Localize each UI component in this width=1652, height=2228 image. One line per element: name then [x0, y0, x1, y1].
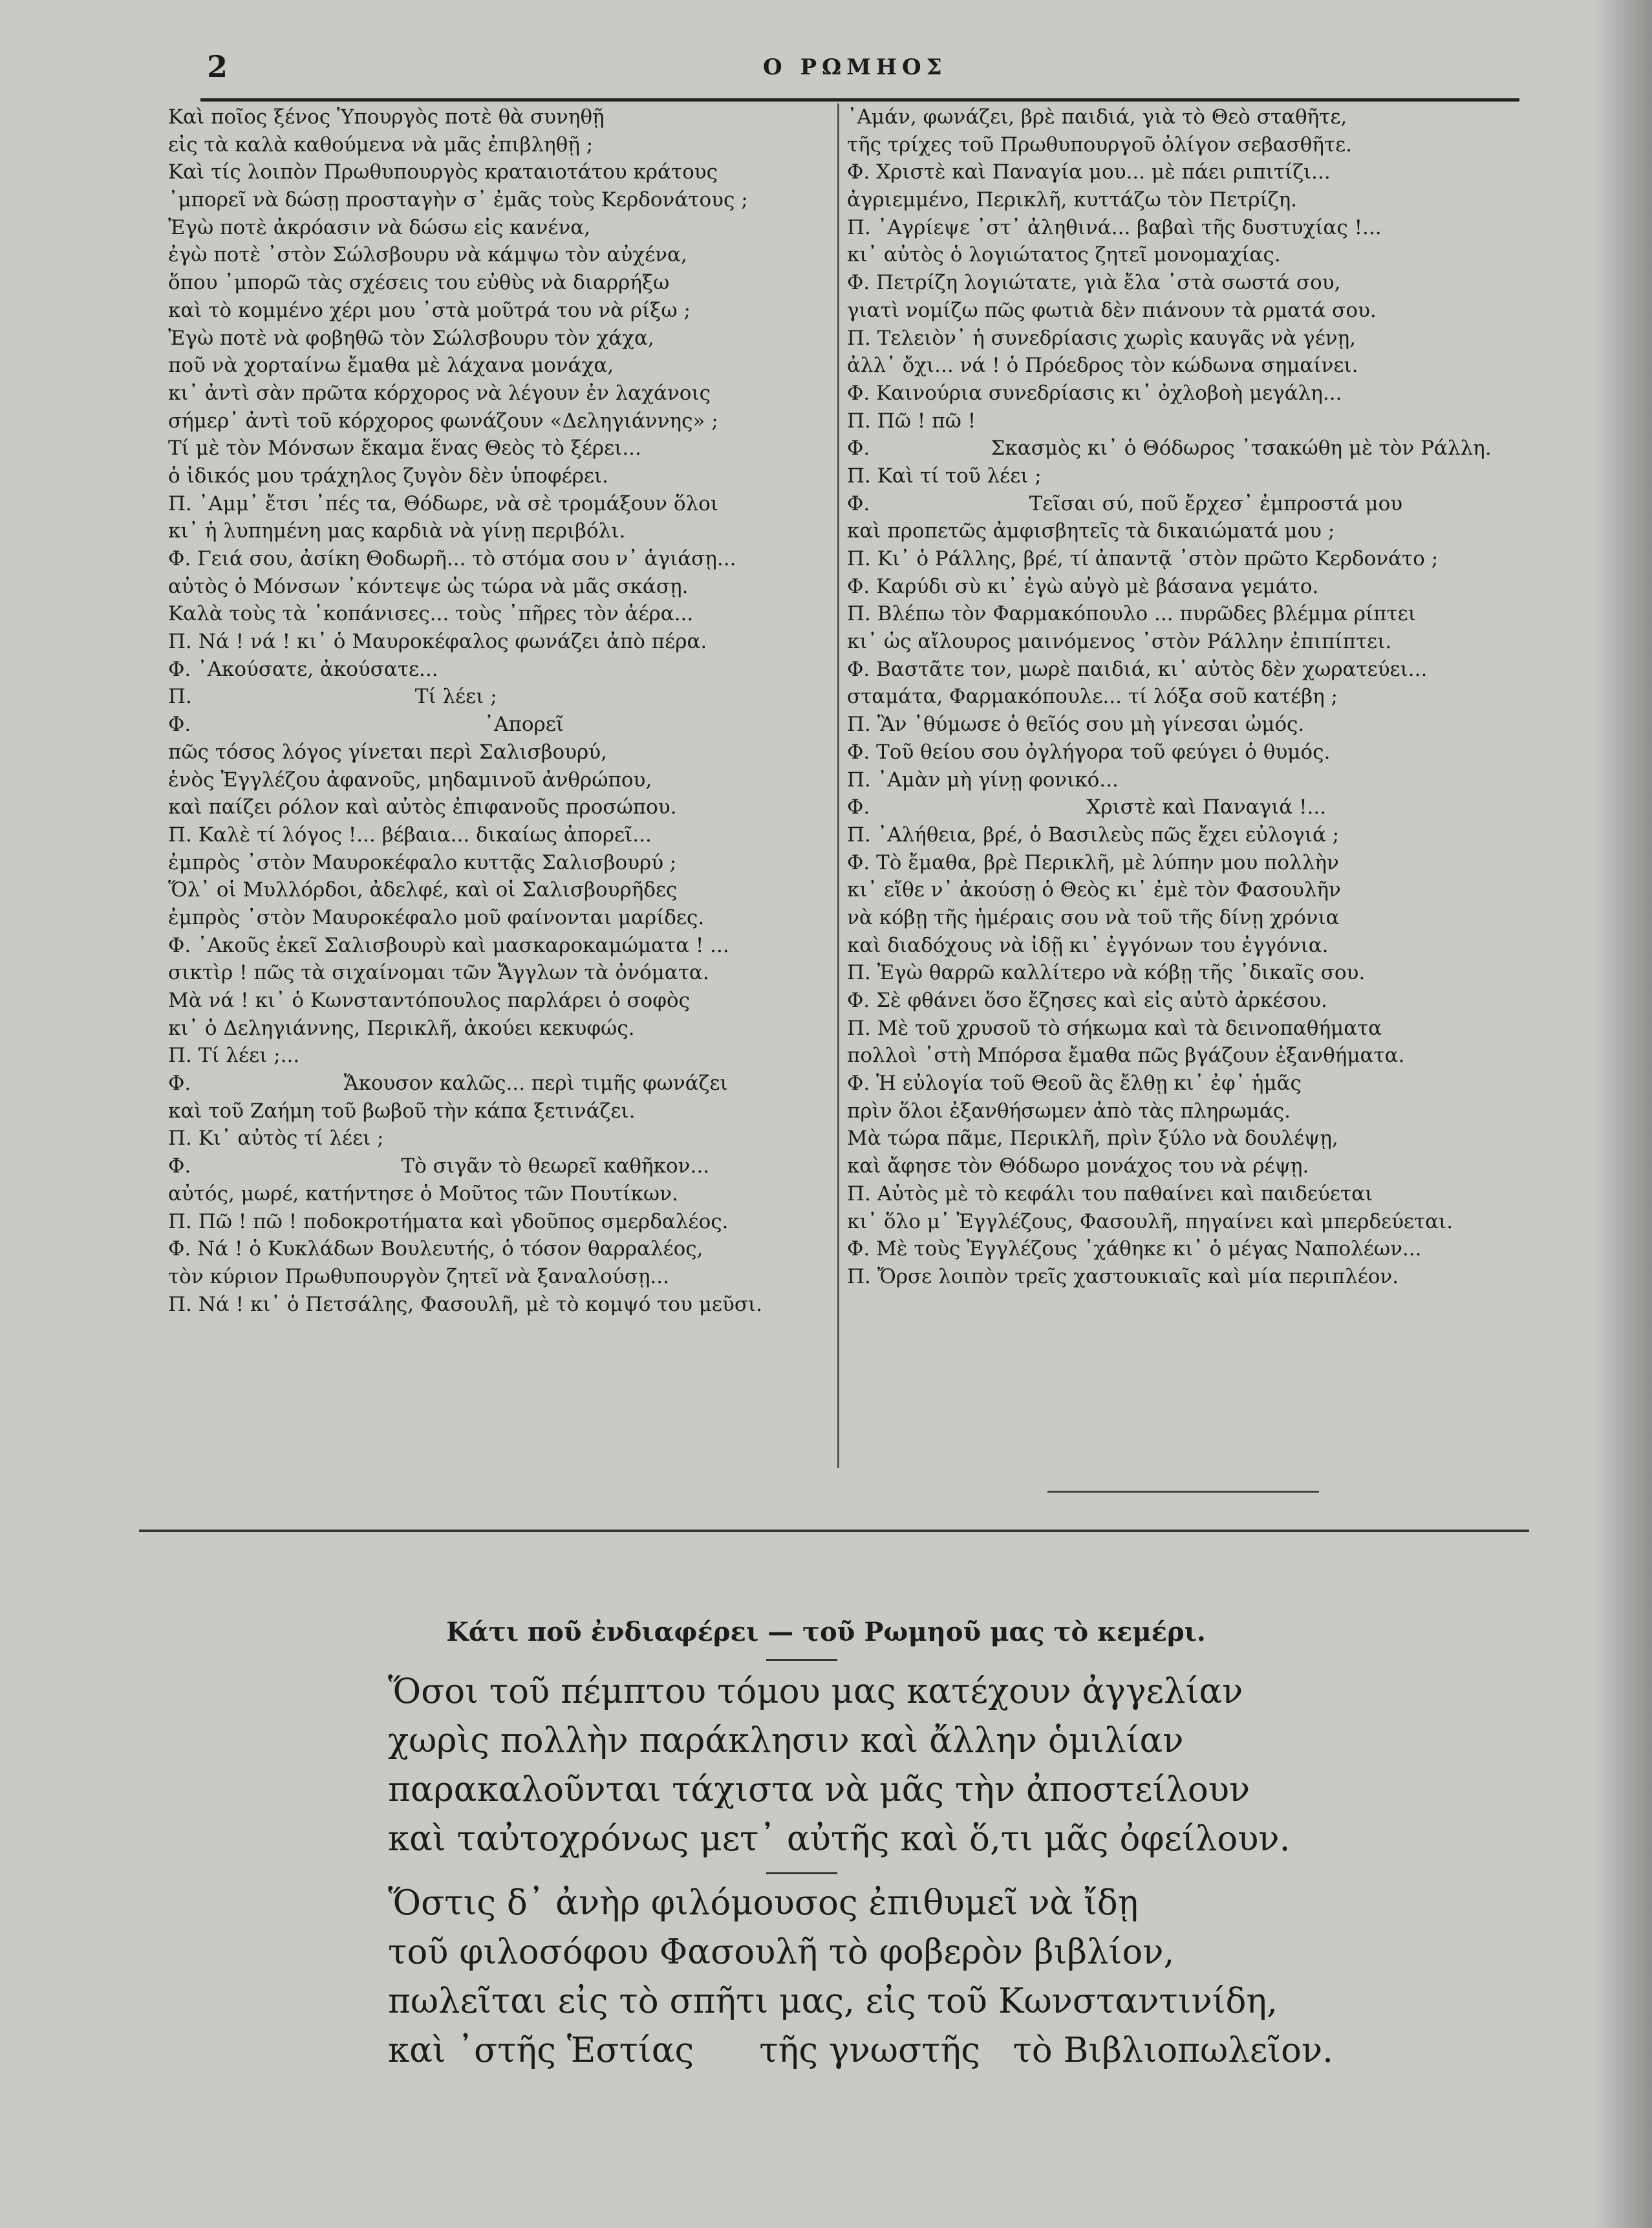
verse-line: πρὶν ὅλοι ἐξανθήσωμεν ἀπὸ τὰς πληρωμάς. [847, 1099, 1291, 1123]
verse-line: κι᾿ ὁ Δεληγιάννης, Περικλῆ, ἀκούει κεκυφώς. [168, 1016, 635, 1040]
verse-line: Π. Πῶ ! πῶ ! [847, 409, 976, 433]
verse-line: καὶ τοῦ Ζαήμη τοῦ βωβοῦ τὴν κάπα ξετινάζει. [168, 1099, 636, 1123]
verse-line: Π. Καὶ τί τοῦ λέει ; [847, 464, 1042, 488]
verse-line: Π. Ἐγὼ θαρρῶ καλλίτερο νὰ κόβῃ τῆς ᾿δικαῖς σου. [847, 961, 1366, 985]
verse-line: σταμάτα, Φαρμακόπουλε... τί λόξα σοῦ κατέβη ; [847, 685, 1338, 709]
verse-line: σήμερ᾿ ἀντὶ τοῦ κόρχορος φωνάζουν «Δεληγιάννης» ; [168, 409, 718, 433]
verse-line: Π. Τελειὸν᾿ ἡ συνεδρίασις χωρὶς καυγᾶς νὰ γένῃ, [847, 326, 1357, 350]
notice-line: παρακαλοῦνται τάχιστα νὰ μᾶς τὴν ἀποστείλουν [388, 1770, 1250, 1810]
page-header [194, 45, 1519, 97]
verse-line: Καὶ τίς λοιπὸν Πρωθυπουργὸς κραταιοτάτου κράτους [168, 160, 718, 184]
verse-line: τῆς τρίχες τοῦ Πρωθυπουργοῦ ὀλίγον σεβασθῆτε. [847, 133, 1352, 157]
notice-line: Ὅσοι τοῦ πέμπτου τόμου μας κατέχουν ἀγγελίαν [388, 1672, 1243, 1711]
verse-line: ἀγριεμμένο, Περικλῆ, κυττάζω τὸν Πετρίζη. [847, 188, 1298, 212]
verse-line: ἐμπρὸς ᾿στὸν Μαυροκέφαλο μοῦ φαίνονται μαρίδες. [168, 905, 705, 929]
verse-line: Π. Ὄρσε λοιπὸν τρεῖς χαστουκιαῖς καὶ μία περιπλέον. [847, 1264, 1399, 1288]
notice-line: καὶ ταὐτοχρόνως μετ᾿ αὐτῆς καὶ ὅ,τι μᾶς ὀφείλουν. [388, 1819, 1291, 1859]
verse-line: ἑνὸς Ἐγγλέζου ἀφανοῦς, μηδαμινοῦ ἀνθρώπου, [168, 768, 652, 792]
header-rule [200, 98, 1519, 102]
verse-line: Π. Νά ! νά ! κι᾿ ὁ Μαυροκέφαλος φωνάζει ἀπὸ πέρα. [168, 630, 707, 654]
notice-line: χωρὶς πολλὴν παράκλησιν καὶ ἄλλην ὁμιλίαν [388, 1721, 1184, 1760]
right-column [847, 103, 1526, 1291]
notice-line: τοῦ φιλοσόφου Φασουλῆ τὸ φοβερὸν βιβλίον, [388, 1932, 1175, 1972]
verse-line: γιατὶ νομίζω πῶς φωτιὰ δὲν πιάνουν τὰ ρματά σου. [847, 298, 1377, 322]
verse-line: Π. Ἂν ᾿θύμωσε ὁ θεῖός σου μὴ γίνεσαι ὠμός. [847, 713, 1305, 737]
verse-line: Π. ᾿Αλήθεια, βρέ, ὁ Βασιλεὺς πῶς ἔχει εὐλογιά ; [847, 823, 1340, 847]
verse-line: καὶ προπετῶς ἀμφισβητεῖς τὰ δικαιώματά μου ; [847, 519, 1335, 543]
verse-line: ᾿μπορεῖ νὰ δώσῃ προσταγὴν σ᾿ ἐμᾶς τοὺς Κερδονάτους ; [168, 188, 748, 212]
notice-separator [766, 1659, 837, 1661]
verse-line: Π. Τί λέει ; [168, 685, 497, 709]
verse-line: Φ. Τοῦ θείου σου ὀγλήγορα τοῦ φεύγει ὁ θυμός. [847, 740, 1331, 764]
verse-line: Φ. ᾿Ακοῦς ἐκεῖ Σαλισβουρὺ καὶ μασκαροκαμώματα ! ... [168, 933, 729, 957]
verse-line: κι᾿ ὡς αἴλουρος μαινόμενος ᾿στὸν Ράλλην ἐπιπίπτει. [847, 630, 1392, 654]
notice-title: Κάτι ποῦ ἐνδιαφέρει — τοῦ Ρωμηοῦ μας τὸ κεμέρι. [446, 1617, 1206, 1647]
verse-line: Φ. Χριστὲ καὶ Παναγία μου... μὲ πάει ριπιτίζι... [847, 160, 1331, 184]
verse-line: Φ. ᾿Ακούσατε, ἀκούσατε... [168, 657, 438, 681]
verse-line: πῶς τόσος λόγος γίνεται περὶ Σαλισβουρύ, [168, 740, 607, 764]
verse-line: Φ. Καινούρια συνεδρίασις κι᾿ ὀχλοβοὴ μεγάλη... [847, 381, 1342, 405]
page-edge-shadow [1594, 0, 1652, 2228]
verse-line: τὸν κύριον Πρωθυπουργὸν ζητεῖ νὰ ξαναλούσῃ... [168, 1264, 669, 1288]
verse-line: Φ. Πετρίζη λογιώτατε, γιὰ ἔλα ᾿στὰ σωστά σου, [847, 271, 1341, 295]
notice-line: Ὅστις δ᾿ ἀνὴρ φιλόμουσος ἐπιθυμεῖ νὰ ἴδῃ [388, 1883, 1139, 1923]
verse-line: Π. Κι᾿ αὐτὸς τί λέει ; [168, 1127, 384, 1151]
verse-line: καὶ διαδόχους νὰ ἰδῇ κι᾿ ἐγγόνων του ἐγγόνια. [847, 933, 1329, 957]
verse-line: Ἐγὼ ποτὲ ἀκρόασιν νὰ δώσω εἰς κανένα, [168, 215, 591, 239]
verse-line: ᾿Αμάν, φωνάζει, βρὲ παιδιά, γιὰ τὸ Θεὸ σταθῆτε, [847, 105, 1347, 129]
verse-line: Φ. Ἄκουσον καλῶς... περὶ τιμῆς φωνάζει [168, 1072, 728, 1096]
verse-line: ὁ ἰδικός μου τράχηλος ζυγὸν δὲν ὑποφέρει. [168, 464, 608, 488]
verse-line: Ἐγὼ ποτὲ νὰ φοβηθῶ τὸν Σώλσβουρυ τὸν χάχα, [168, 326, 654, 350]
verse-line: ἐμπρὸς ᾿στὸν Μαυροκέφαλο κυττᾷς Σαλισβουρύ ; [168, 850, 677, 874]
verse-line: Μὰ νά ! κι᾿ ὁ Κωνσταντόπουλος παρλάρει ὁ σοφὸς [168, 989, 690, 1012]
verse-line: πολλοὶ ᾿στὴ Μπόρσα ἔμαθα πῶς βγάζουν ἐξανθήματα. [847, 1044, 1405, 1068]
verse-line: κι᾿ ἡ λυπημένη μας καρδιὰ νὰ γίνῃ περιβόλι. [168, 519, 626, 543]
verse-line: Π. ᾿Αγρίεψε ᾿στ᾿ ἀληθινά... βαβαὶ τῆς δυστυχίας !... [847, 215, 1382, 239]
verse-line: Π. ᾿Αμμ᾿ ἔτσι ᾿πές τα, Θόδωρε, νὰ σὲ τρομάξουν ὅλοι [168, 492, 719, 515]
verse-line: Φ. Τὸ ἔμαθα, βρὲ Περικλῆ, μὲ λύπην μου πολλὴν [847, 850, 1339, 874]
verse-line: Καλὰ τοὺς τὰ ᾿κοπάνισες... τοὺς ᾿πῆρες τὸν ἀέρα... [168, 602, 694, 626]
verse-line: νὰ κόβῃ τῆς ἡμέραις σου νὰ τοῦ τῆς δίνῃ χρόνια [847, 905, 1340, 929]
verse-line: ἀλλ᾿ ὄχι... νά ! ὁ Πρόεδρος τὸν κώδωνα σημαίνει. [847, 354, 1358, 378]
verse-line: Π. Μὲ τοῦ χρυσοῦ τὸ σήκωμα καὶ τὰ δεινοπαθήματα [847, 1016, 1382, 1040]
verse-line: Π. Νά ! κι᾿ ὁ Πετσάλης, Φασουλῆ, μὲ τὸ κομψό του μεῦσι. [168, 1292, 762, 1316]
verse-line: αὐτός, μωρέ, κατήντησε ὁ Μοῦτος τῶν Πουτίκων. [168, 1182, 678, 1206]
section-divider [139, 1530, 1529, 1532]
verse-line: Καὶ ποῖος ξένος Ὑπουργὸς ποτὲ θὰ συνηθῇ [168, 105, 605, 129]
verse-line: κι᾿ αὐτὸς ὁ λογιώτατος ζητεῖ μονομαχίας. [847, 243, 1281, 267]
verse-line: Π. ᾿Αμὰν μὴ γίνῃ φονικό... [847, 768, 1119, 792]
verse-line: Π. Πῶ ! πῶ ! ποδοκροτήματα καὶ γδοῦπος σμερδαλέος. [168, 1209, 729, 1233]
verse-line: Τί μὲ τὸν Μόνσων ἔκαμα ἕνας Θεὸς τὸ ξέρει... [168, 437, 641, 460]
page-number: 2 [207, 49, 228, 84]
verse-line: καὶ τὸ κομμένο χέρι μου ᾿στὰ μοῦτρά του νὰ ρίξω ; [168, 298, 691, 322]
verse-line: ἐγὼ ποτὲ ᾿στὸν Σώλσβουρυ νὰ κάμψω τὸν αὐχένα, [168, 243, 687, 267]
verse-line: Μὰ τώρα πᾶμε, Περικλῆ, πρὶν ξύλο νὰ δουλέψῃ, [847, 1127, 1338, 1151]
verse-line: κι᾿ εἴθε ν᾿ ἀκούσῃ ὁ Θεὸς κι᾿ ἐμὲ τὸν Φασουλῆν [847, 878, 1341, 902]
notice-stanza-2 [388, 1879, 1358, 2075]
verse-line: Ὅλ᾿ οἱ Μυλλόρδοι, ἀδελφέ, καὶ οἱ Σαλισβουρῆδες [168, 878, 678, 902]
verse-line: Φ. Σὲ φθάνει ὅσο ἔζησες καὶ εἰς αὐτὸ ἀρκέσου. [847, 989, 1327, 1012]
verse-line: Φ. Νά ! ὁ Κυκλάδων Βουλευτής, ὁ τόσον θαρραλέος, [168, 1237, 703, 1261]
verse-line: Φ. Μὲ τοὺς Ἐγγλέζους ᾿χάθηκε κι᾿ ὁ μέγας Ναπολέων... [847, 1237, 1422, 1261]
verse-line: καὶ παίζει ρόλον καὶ αὐτὸς ἐπιφανοῦς προσώπου. [168, 795, 677, 819]
verse-line: εἰς τὰ καλὰ καθούμενα νὰ μᾶς ἐπιβληθῇ ; [168, 133, 594, 157]
verse-line: κι᾿ ἀντὶ σὰν πρῶτα κόρχορος νὰ λέγουν ἐν λαχάνοις [168, 381, 711, 405]
verse-line: Φ. Τεῖσαι σύ, ποῦ ἔρχεσ᾿ ἐμπροστά μου [847, 492, 1403, 515]
verse-line: σικτὶρ ! πῶς τὰ σιχαίνομαι τῶν Ἄγγλων τὰ ὀνόματα. [168, 961, 709, 985]
verse-line: Φ. Τὸ σιγᾶν τὸ θεωρεῖ καθῆκον... [168, 1154, 710, 1178]
column-divider [837, 103, 839, 1468]
verse-line: αὐτὸς ὁ Μόνσων ᾿κόντεψε ὡς τώρα νὰ μᾶς σκάσῃ. [168, 574, 689, 598]
verse-line: Φ. Σκασμὸς κι᾿ ὁ Θόδωρος ᾿τσακώθη μὲ τὸν Ράλλη. [847, 437, 1492, 460]
verse-line: καὶ ἄφησε τὸν Θόδωρο μονάχος του νὰ ρέψῃ. [847, 1154, 1309, 1178]
verse-line: Φ. Βαστᾶτε τον, μωρὲ παιδιά, κι᾿ αὐτὸς δὲν χωρατεύει... [847, 657, 1428, 681]
verse-line: Φ. ᾿Απορεῖ [168, 713, 564, 737]
verse-line: Φ. Γειά σου, ἀσίκη Θοδωρῆ... τὸ στόμα σου ν᾿ ἁγιάσῃ... [168, 547, 736, 570]
verse-line: κι᾿ ὅλο μ᾿ Ἐγγλέζους, Φασουλῆ, πηγαίνει καὶ μπερδεύεται. [847, 1209, 1454, 1233]
notice-stanza-1 [388, 1667, 1358, 1864]
notice-separator [766, 1872, 837, 1874]
verse-line: Π. Καλὲ τί λόγος !... βέβαια... δικαίως ἀπορεῖ... [168, 823, 652, 847]
end-ornament-rule [1047, 1491, 1319, 1493]
verse-line: Φ. Χριστὲ καὶ Παναγιά !... [847, 795, 1327, 819]
verse-line: Φ. Ἡ εὐλογία τοῦ Θεοῦ ἂς ἔλθῃ κι᾿ ἐφ᾿ ἡμᾶς [847, 1072, 1302, 1096]
verse-line: Π. Τί λέει ;... [168, 1044, 300, 1068]
notice-line: καὶ ᾿στῆς Ἑστίας τῆς γνωστῆς τὸ Βιβλιοπωλεῖον. [388, 2031, 1334, 2070]
verse-line: Φ. Καρύδι σὺ κι᾿ ἐγὼ αὐγὸ μὲ βάσανα γεμάτο. [847, 574, 1319, 598]
verse-line: ὅπου ᾿μπορῶ τὰς σχέσεις του εὐθὺς νὰ διαρρήξω [168, 271, 670, 295]
verse-line: Π. Κι᾿ ὁ Ράλλης, βρέ, τί ἀπαντᾷ ᾿στὸν πρῶτο Κερδονάτο ; [847, 547, 1439, 570]
verse-line: ποῦ νὰ χορταίνω ἔμαθα μὲ λάχανα μονάχα, [168, 354, 614, 378]
masthead-title: Ο ΡΩΜΗΟΣ [763, 54, 947, 80]
verse-line: Π. Βλέπω τὸν Φαρμακόπουλο ... πυρῶδες βλέμμα ρίπτει [847, 602, 1416, 626]
notice-line: πωλεῖται εἰς τὸ σπῆτι μας, εἰς τοῦ Κωνσταντινίδη, [388, 1982, 1278, 2021]
verse-line: Π. Αὐτὸς μὲ τὸ κεφάλι του παθαίνει καὶ παιδεύεται [847, 1182, 1373, 1206]
left-column [168, 103, 821, 1318]
